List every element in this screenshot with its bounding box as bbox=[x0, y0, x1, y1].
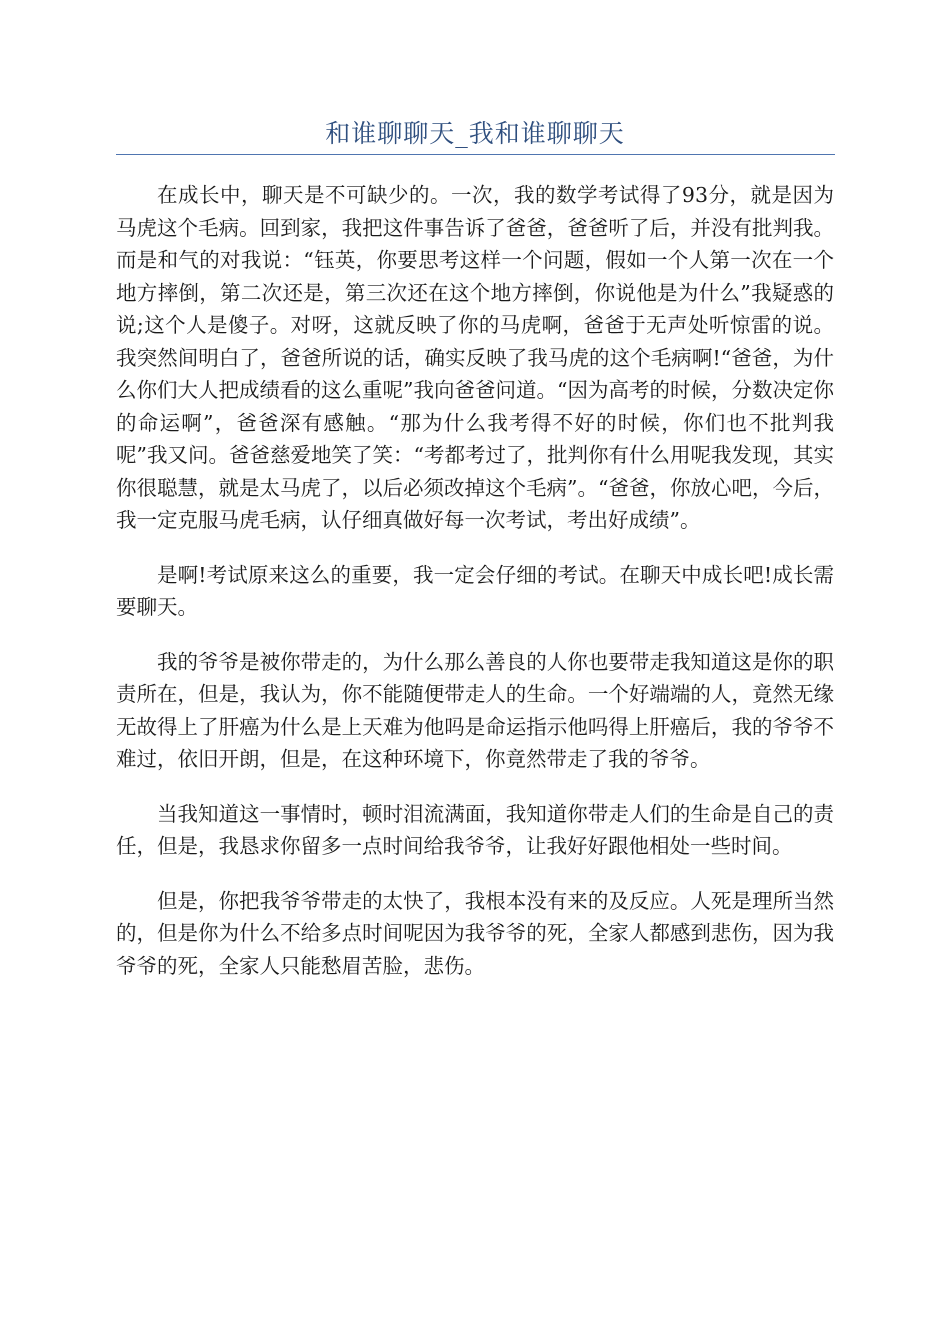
paragraph: 我的爷爷是被你带走的，为什么那么善良的人你也要带走我知道这是你的职责所在，但是，我认为，你不能随便带走人的生命。一个好端端的人，竟然无缘无故得上了肝癌为什么是上天难为他吗是命运指示他吗得上肝癌后，我的爷爷不难过，依旧开朗，但是，在这种环境下，你竟然带走了我的爷爷。 bbox=[116, 649, 834, 771]
paragraph: 但是，你把我爷爷带走的太快了，我根本没有来的及反应。人死是理所当然的，但是你为什么不给多点时间呢因为我爷爷的死，全家人都感到悲伤，因为我爷爷的死，全家人只能愁眉苦脸，悲伤。 bbox=[116, 888, 834, 978]
page-title: 和谁聊聊天_我和谁聊聊天 bbox=[325, 119, 625, 148]
paragraph: 是啊!考试原来这么的重要，我一定会仔细的考试。在聊天中成长吧!成长需要聊天。 bbox=[116, 562, 834, 619]
paragraph: 当我知道这一事情时，顿时泪流满面，我知道你带走人们的生命是自己的责任，但是，我恳求你留多一点时间给我爷爷，让我好好跟他相处一些时间。 bbox=[116, 801, 834, 858]
title-underline bbox=[116, 154, 835, 155]
paragraph: 在成长中，聊天是不可缺少的。一次，我的数学考试得了93分，就是因为马虎这个毛病。回到家，我把这件事告诉了爸爸，爸爸听了后，并没有批判我。而是和气的对我说：“钰英，你要思考这样一个问题，假如一个人第一次在一个地方摔倒，第二次还是，第三次还在这个地方摔倒，你说他是为什么”我疑惑的说;这个人是傻子。对呀，这就反映了你的马虎啊，爸爸于无声处听惊雷的说。我突然间明白了，爸爸所说的话，确实反映了我马虎的这个毛病啊!“爸爸，为什么你们大人把成绩看的这么重呢”我向爸爸问道。“因为高考的时候，分数决定你的命运啊”，爸爸深有感触。“那为什么我考得不好的时候，你们也不批判我呢”我又问。爸爸慈爱地笑了笑：“考都考过了，批判你有什么用呢我发现，其实你很聪慧，就是太马虎了，以后必须改掉这个毛病”。“爸爸，你放心吧，今后，我一定克服马虎毛病，认仔细真做好每一次考试，考出好成绩”。 bbox=[116, 183, 834, 532]
document-body bbox=[116, 179, 834, 1004]
